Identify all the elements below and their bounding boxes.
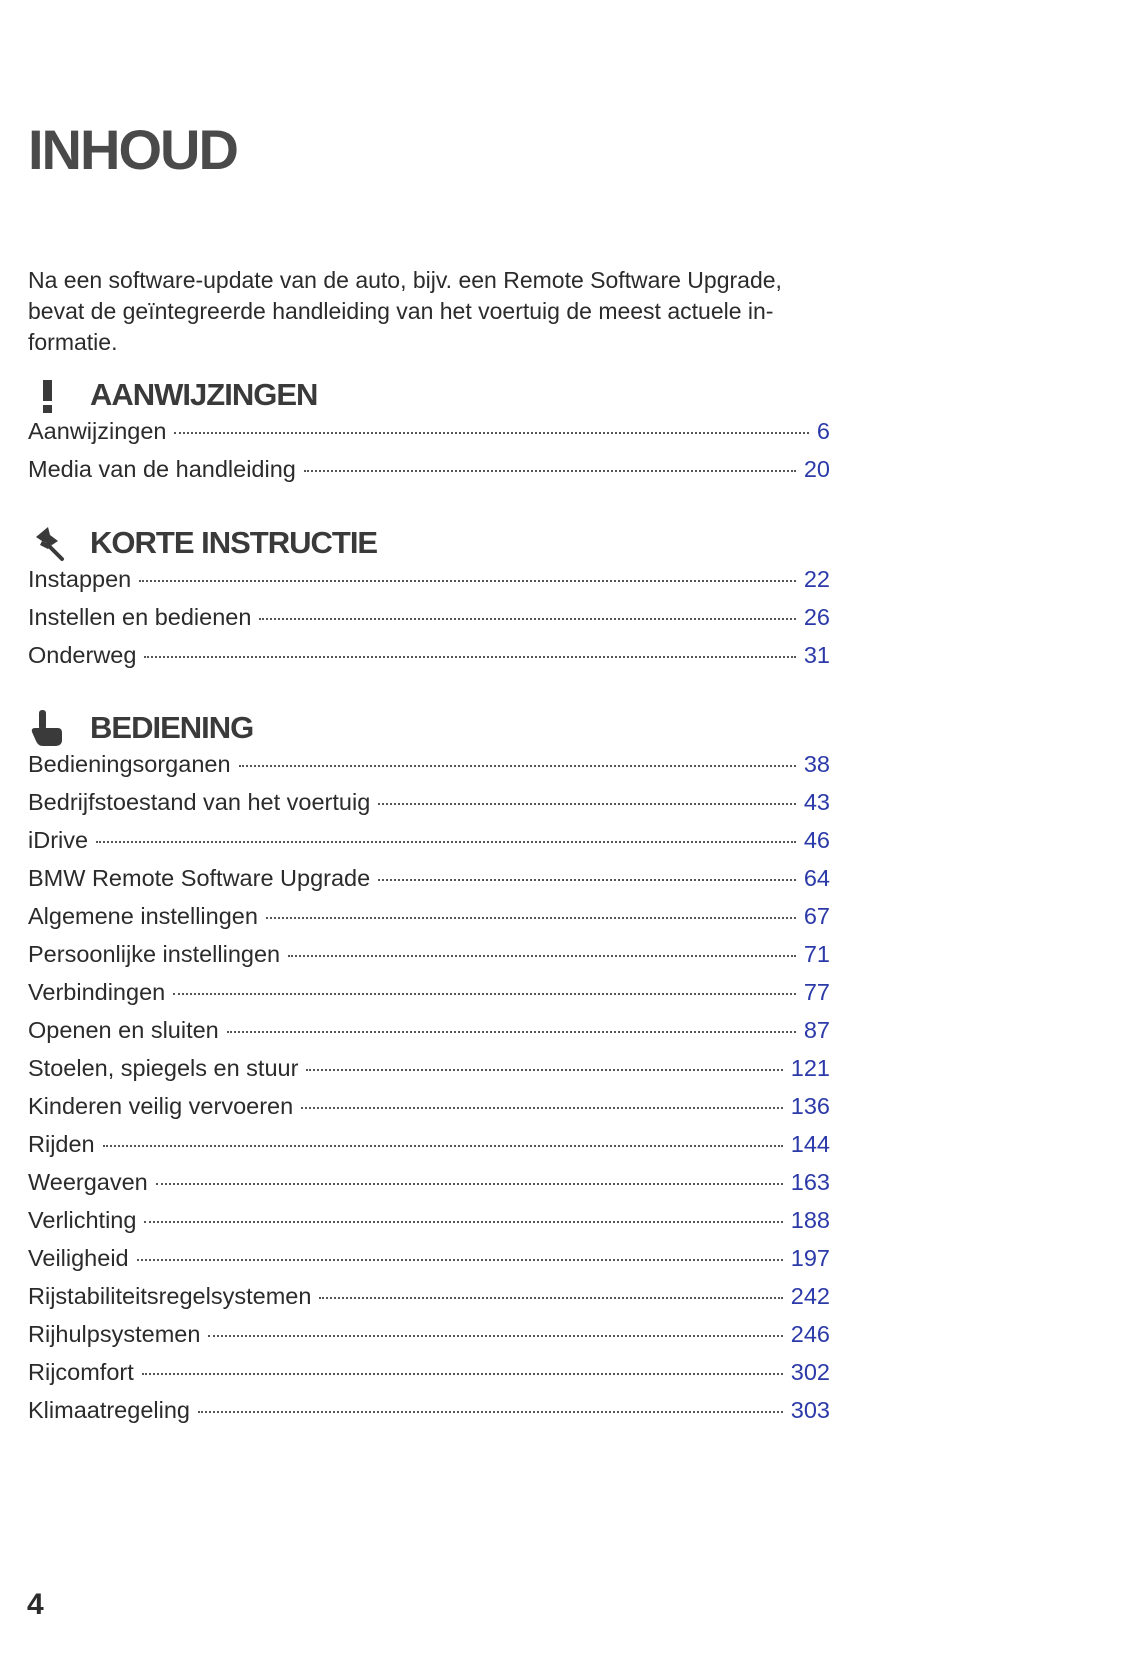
toc-entry[interactable] [28,941,830,979]
pointing-hand-icon [28,708,90,748]
toc-entry[interactable] [28,1245,830,1283]
toc-entry-label: BMW Remote Software Upgrade [28,865,371,891]
dot-leader [378,879,796,881]
section-header [28,372,830,418]
toc-entry-page[interactable]: 20 [803,456,830,482]
toc-entry[interactable] [28,789,830,827]
section-title: BEDIENING [90,710,254,745]
dot-leader [174,432,808,434]
toc-entry[interactable] [28,1207,830,1245]
dot-leader [378,803,796,805]
toc-entry-page[interactable]: 71 [803,941,830,967]
toc-entry-page[interactable]: 163 [790,1169,830,1195]
toc-entry-label: Bedrijfstoestand van het voertuig [28,789,371,815]
toc-entry-label: iDrive [28,827,89,853]
dot-leader [259,618,795,620]
dot-leader [96,841,796,843]
toc-entry-page[interactable]: 43 [803,789,830,815]
toc-section-korte-instructie [28,520,830,680]
dot-leader [301,1107,783,1109]
dot-leader [198,1411,783,1413]
toc-entry-label: Rijden [28,1131,95,1157]
dot-leader [103,1145,783,1147]
dot-leader [208,1335,782,1337]
toc-entry[interactable] [28,903,830,941]
toc-entry[interactable] [28,1283,830,1321]
toc-entry[interactable] [28,827,830,865]
dot-leader [304,470,796,472]
dot-leader [239,765,796,767]
toc-entry-label: Onderweg [28,642,137,668]
section-header [28,520,830,566]
dot-leader [319,1297,782,1299]
toc-entry-page[interactable]: 302 [790,1359,830,1385]
toc-entry[interactable] [28,418,830,456]
toc-entry-page[interactable]: 303 [790,1397,830,1423]
toc-entry[interactable] [28,1093,830,1131]
toc-entry-label: Klimaatregeling [28,1397,190,1423]
toc-entry[interactable] [28,1131,830,1169]
dot-leader [306,1069,782,1071]
toc-section-bediening [28,705,830,1435]
toc-entry-page[interactable]: 136 [790,1093,830,1119]
dot-leader [266,917,796,919]
dot-leader [156,1183,783,1185]
toc-entry-page[interactable]: 121 [790,1055,830,1081]
toc-entry-label: Instellen en bedienen [28,604,252,630]
toc-entry-label: Verlichting [28,1207,137,1233]
toc-entry-page[interactable]: 22 [803,566,830,592]
dot-leader [288,955,796,957]
toc-entry[interactable] [28,1321,830,1359]
toc-entry-page[interactable]: 197 [790,1245,830,1271]
toc-entry-label: Kinderen veilig vervoeren [28,1093,294,1119]
toc-entry[interactable] [28,865,830,903]
toc-entry-label: Rijhulpsystemen [28,1321,201,1347]
toc-entry-page[interactable]: 144 [790,1131,830,1157]
toc-entry-page[interactable]: 38 [803,751,830,777]
toc-entry-label: Weergaven [28,1169,148,1195]
toc-entry-page[interactable]: 64 [803,865,830,891]
toc-entry-page[interactable]: 188 [790,1207,830,1233]
page-number: 4 [27,1588,44,1621]
toc-entry-label: Bedieningsorganen [28,751,231,777]
toc-entry-page[interactable]: 77 [803,979,830,1005]
toc-entry[interactable] [28,456,830,494]
toc-entry[interactable] [28,751,830,789]
toc-entry-label: Veiligheid [28,1245,129,1271]
toc-entry[interactable] [28,1055,830,1093]
toc-entry[interactable] [28,1397,830,1435]
section-title: KORTE INSTRUCTIE [90,525,378,560]
intro-text: Na een software-update van de auto, bijv. een Remote Software Upgrade, bevat de geïntegreerde handleiding van het voertuig de meest actuele in-formatie. [28,267,782,355]
toc-entry-page[interactable]: 242 [790,1283,830,1309]
toc-entry-label: Aanwijzingen [28,418,167,444]
toc-entry-label: Verbindingen [28,979,166,1005]
dot-leader [144,1221,782,1223]
toc-entry[interactable] [28,1169,830,1207]
toc-entry-label: Rijcomfort [28,1359,134,1385]
exclamation-icon [28,376,90,414]
toc-entry-page[interactable]: 6 [816,418,830,444]
toc-entry-label: Stoelen, spiegels en stuur [28,1055,299,1081]
toc-entry-label: Openen en sluiten [28,1017,219,1043]
toc-section-aanwijzingen [28,372,830,494]
toc-entry-page[interactable]: 67 [803,903,830,929]
toc-entry[interactable] [28,604,830,642]
pushpin-icon [28,523,90,563]
dot-leader [139,580,796,582]
page-title: INHOUD [28,118,237,181]
section-title: AANWIJZINGEN [90,377,318,412]
toc-entry-label: Algemene instellingen [28,903,258,929]
toc-entry[interactable] [28,1017,830,1055]
dot-leader [137,1259,783,1261]
dot-leader [227,1031,796,1033]
toc-entry-label: Rijstabiliteitsregelsystemen [28,1283,312,1309]
toc-entry[interactable] [28,1359,830,1397]
dot-leader [142,1373,783,1375]
toc-entry-page[interactable]: 26 [803,604,830,630]
toc-entry-page[interactable]: 31 [803,642,830,668]
toc-entry-label: Instappen [28,566,132,592]
section-header [28,705,830,751]
toc-entry-page[interactable]: 246 [790,1321,830,1347]
toc-entry-page[interactable]: 87 [803,1017,830,1043]
dot-leader [144,656,795,658]
toc-entry-label: Media van de handleiding [28,456,296,482]
toc-entry[interactable] [28,642,830,680]
toc-entry-label: Persoonlijke instellingen [28,941,281,967]
toc-entry[interactable] [28,566,830,604]
dot-leader [173,993,796,995]
toc-entry-page[interactable]: 46 [803,827,830,853]
toc-entry[interactable] [28,979,830,1017]
